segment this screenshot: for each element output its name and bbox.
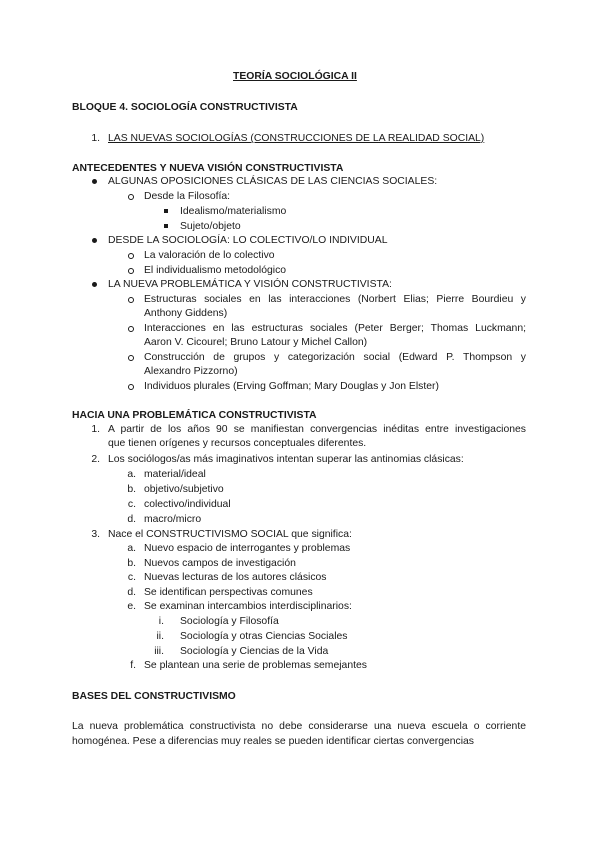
list-item: Desde la Filosofía: [144,191,231,202]
circle-bullet-icon [128,326,134,332]
circle-bullet-icon [128,194,134,200]
section-hacia-heading: HACIA UNA PROBLEMÁTICA CONSTRUCTIVISTA [72,410,317,421]
bullet-icon [92,179,97,184]
list-marker: a. [127,469,136,480]
list-item: LA NUEVA PROBLEMÁTICA Y VISIÓN CONSTRUCTIVISTA: [108,279,392,290]
list-item: Nace el CONSTRUCTIVISMO SOCIAL que significa: [108,529,352,540]
list-item-continuation: Anthony Giddens) [144,308,228,319]
list-marker: c. [127,572,136,583]
bullet-icon [92,282,97,287]
list-item: ALGUNAS OPOSICIONES CLÁSICAS DE LAS CIENCIAS SOCIALES: [108,176,438,187]
list-marker: 3. [91,529,100,540]
square-bullet-icon [164,224,168,228]
list-item: objetivo/subjetivo [144,484,224,495]
section-bloque-heading: BLOQUE 4. SOCIOLOGÍA CONSTRUCTIVISTA [72,102,298,113]
list-item: A partir de los años 90 se manifiestan convergencias inéditas entre investigaciones [108,424,526,435]
list-item: macro/micro [144,514,202,525]
circle-bullet-icon [128,268,134,274]
list-marker: 1. [91,424,100,435]
paragraph-line: La nueva problemática constructivista no debe considerarse una nueva escuela o corriente [72,721,526,732]
circle-bullet-icon [128,297,134,303]
list-item-continuation: Alexandro Pizzorno) [144,366,238,377]
list-item: Construcción de grupos y categorización social (Edward P. Thompson y [144,352,526,363]
item-nuevas-sociologias: LAS NUEVAS SOCIOLOGÍAS (CONSTRUCCIONES DE LA REALIDAD SOCIAL) [108,133,485,144]
list-marker: ii. [156,631,164,642]
list-item: Nuevos campos de investigación [144,558,296,569]
list-item: Sociología y Ciencias de la Vida [180,646,329,657]
list-marker: 1. [91,133,100,144]
list-item: Individuos plurales (Erving Goffman; Mary Douglas y Jon Elster) [144,381,439,392]
list-item: Se identifican perspectivas comunes [144,587,313,598]
square-bullet-icon [164,209,168,213]
list-item: Se plantean una serie de problemas semejantes [144,660,367,671]
list-marker: iii. [154,646,164,657]
circle-bullet-icon [128,253,134,259]
list-item: Nuevas lecturas de los autores clásicos [144,572,327,583]
list-item-continuation: que tienen orígenes y recursos conceptuales diferentes. [108,438,367,449]
list-marker: d. [127,587,136,598]
list-item: Interacciones en las estructuras sociales (Peter Berger; Thomas Luckmann; [144,323,526,334]
list-item-continuation: Aaron V. Cicourel; Bruno Latour y Michel Callon) [144,337,368,348]
circle-bullet-icon [128,355,134,361]
list-item: Los sociólogos/as más imaginativos intentan superar las antinomias clásicas: [108,454,464,465]
list-marker: a. [127,543,136,554]
list-marker: b. [127,558,136,569]
section-bases-heading: BASES DEL CONSTRUCTIVISMO [72,691,236,702]
list-item: Se examinan intercambios interdisciplinarios: [144,601,352,612]
list-item: Sociología y otras Ciencias Sociales [180,631,348,642]
list-item: Sociología y Filosofía [180,616,279,627]
list-marker: d. [127,514,136,525]
bullet-icon [92,238,97,243]
list-marker: f. [130,660,136,671]
list-item: Estructuras sociales en las interacciones (Norbert Elias; Pierre Bourdieu y [144,294,526,305]
circle-bullet-icon [128,384,134,390]
list-marker: c. [127,499,136,510]
list-item: DESDE LA SOCIOLOGÍA: LO COLECTIVO/LO INDIVIDUAL [108,235,388,246]
list-item: colectivo/individual [144,499,231,510]
list-item: Idealismo/materialismo [180,206,287,217]
list-item: Sujeto/objeto [180,221,241,232]
list-marker: b. [127,484,136,495]
list-marker: i. [158,616,164,627]
list-item: El individualismo metodológico [144,265,287,276]
document-title: TEORÍA SOCIOLÓGICA II [233,71,357,82]
list-marker: e. [127,601,136,612]
list-item: La valoración de lo colectivo [144,250,275,261]
list-item: Nuevo espacio de interrogantes y problemas [144,543,351,554]
list-item: material/ideal [144,469,206,480]
list-marker: 2. [91,454,100,465]
section-antecedentes-heading: ANTECEDENTES Y NUEVA VISIÓN CONSTRUCTIVISTA [72,163,344,174]
paragraph-line: homogénea. Pese a diferencias muy reales se pueden identificar ciertas convergencias [72,736,475,747]
